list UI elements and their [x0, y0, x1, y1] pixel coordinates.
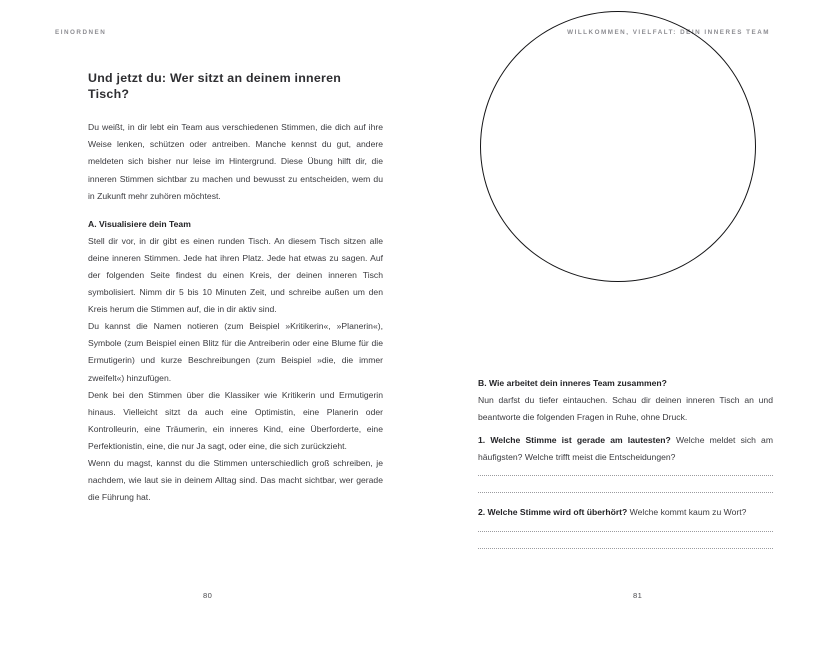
paragraph-spacer	[478, 493, 773, 504]
intro-paragraph: Du weißt, in dir lebt ein Team aus verschiedenen Stimmen, die dich auf ihre Weise lenken, schützen oder antreiben. Manche kennst du gut, andere meldeten sich bisher nur leise im Hintergrund. Diese Übung hilft dir, die inneren Stimmen sichtbar zu machen und bewusst zu entscheiden, wem du in Zukunft mehr zuhören möchtest.	[88, 122, 383, 201]
running-head-left: EINORDNEN	[55, 29, 107, 36]
question-1	[478, 432, 773, 466]
question-1-answer-area[interactable]	[478, 475, 773, 493]
section-a-paragraph-1: Stell dir vor, in dir gibt es einen runden Tisch. An diesem Tisch sitzen alle deine inneren Stimmen. Jede hat ihren Platz. Jede hat etwas zu sagen. Auf der folgenden Seite findest du einen Kreis, der deinen inneren Tisch symbolisiert. Nimm dir 5 bis 10 Minuten Zeit, und schreibe außen um den Kreis herum die Stimmen auf, die in dir aktiv sind.	[88, 235, 383, 315]
page-title: Und jetzt du: Wer sitzt an deinem inneren Tisch?	[88, 71, 342, 102]
running-head-right: WILLKOMMEN, VIELFALT: DEIN INNERES TEAM	[567, 29, 770, 36]
question-2	[478, 504, 773, 521]
inner-table-circle-area	[478, 11, 773, 303]
right-page-column	[478, 375, 773, 549]
section-b-heading: B. Wie arbeitet dein inneres Team zusammen?	[478, 378, 667, 388]
question-2-answer-area[interactable]	[478, 531, 773, 549]
question-1-rest: Welche meldet sich am häufigsten? Welche trifft meist die Entscheidungen?	[478, 435, 773, 463]
paragraph-spacer	[88, 205, 383, 216]
answer-line[interactable]	[478, 531, 773, 532]
section-a-heading: A. Visualisiere dein Team	[88, 218, 191, 229]
answer-line[interactable]	[478, 475, 773, 476]
section-b-intro: Nun darfst du tiefer eintauchen. Schau dir deinen inneren Tisch an und beantworte die folgenden Fragen in Ruhe, ohne Druck.	[478, 395, 773, 423]
folio-right: 81	[633, 591, 643, 600]
section-a-paragraph-4: Wenn du magst, kannst du die Stimmen unterschiedlich groß schreiben, je nachdem, wie laut sie in deinem Alltag sind. Das macht sichtbar, wer gerade die Führung hat.	[88, 458, 383, 503]
question-1-lead: 1. Welche Stimme ist gerade am lautesten?	[478, 435, 671, 446]
question-2-rest: Welche kommt kaum zu Wort?	[627, 507, 747, 518]
inner-table-circle	[480, 11, 756, 282]
left-page-column	[88, 70, 383, 506]
question-2-lead: 2. Welche Stimme wird oft überhört?	[478, 507, 628, 518]
section-a-paragraph-3: Denk bei den Stimmen über die Klassiker wie Kritikerin und Ermutigerin hinaus. Vielleicht sitzt da auch eine Optimistin, eine Planerin oder Kontrolleurin, eine Träumerin, ein inneres Kind, eine Überforderte, eine Perfektionistin, eine, die nur Ja sagt, oder eine, die sich zurückzieht.	[88, 389, 383, 451]
folio-left: 80	[203, 591, 213, 600]
section-a-paragraph-2: Du kannst die Namen notieren (zum Beispiel »Kritikerin«, »Planerin«), Symbole (zum Beispiel einen Blitz für die Antreiberin oder eine Blume für die Ermutigerin) und kurze Beschreibungen (zum Beispiel »die, die immer zweifelt«) hinzufügen.	[88, 321, 383, 383]
answer-line[interactable]	[478, 548, 773, 549]
